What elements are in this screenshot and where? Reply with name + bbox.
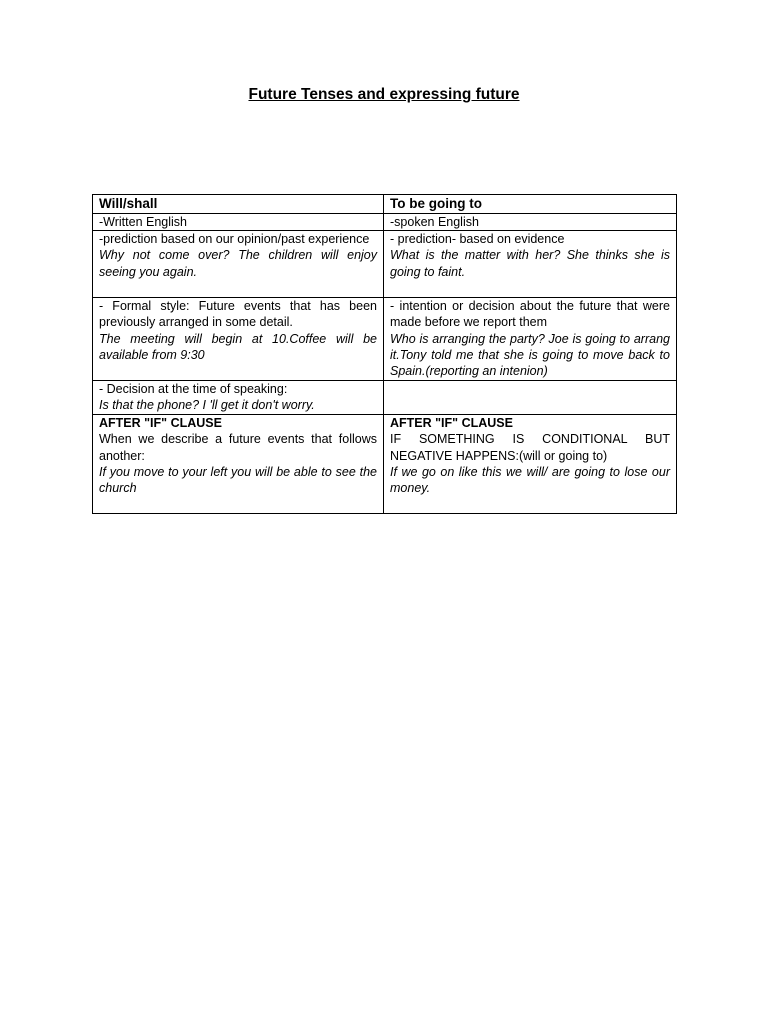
column-header-going-to: To be going to (384, 195, 677, 214)
cell-text: - Decision at the time of speaking: (99, 382, 288, 397)
table-row (93, 214, 677, 231)
cell-example: Who is arranging the party? Joe is going to arrang it.Tony told me that she is going to move back to Spain.(reporting an intenion) (390, 331, 670, 379)
table-row (93, 381, 677, 415)
cell-going-spoken-english (384, 214, 677, 231)
cell-will-formal-style (93, 298, 384, 381)
table-row (93, 231, 677, 298)
cell-will-if-clause (93, 415, 384, 514)
cell-example: Why not come over? The children will enjoy seeing you again. (99, 248, 377, 279)
table-row (93, 298, 677, 381)
cell-will-prediction (93, 231, 384, 298)
cell-example: If you move to your left you will be able to see the church (99, 464, 377, 496)
cell-text: -Written English (99, 215, 187, 229)
cell-example: If we go on like this we will/ are going to lose our money. (390, 464, 670, 496)
cell-example: The meeting will begin at 10.Coffee will be available from 9:30 (99, 331, 377, 362)
cell-going-intention (384, 298, 677, 381)
cell-text: -spoken English (390, 215, 479, 229)
cell-will-decision (93, 381, 384, 415)
cell-going-prediction (384, 231, 677, 298)
table-row (93, 415, 677, 514)
document-title: Future Tenses and expressing future (248, 86, 520, 103)
future-tenses-table (92, 194, 677, 514)
cell-example: What is the matter with her? She thinks she is going to faint. (390, 248, 670, 279)
cell-text: -prediction based on our opinion/past experience (99, 232, 370, 247)
cell-going-if-clause (384, 415, 677, 514)
cell-will-written-english (93, 214, 384, 231)
cell-heading: AFTER "IF" CLAUSE (99, 416, 222, 431)
cell-text: IF SOMETHING IS CONDITIONAL BUT NEGATIVE HAPPENS:(will or going to) (390, 432, 670, 463)
column-header-will-shall: Will/shall (93, 195, 384, 214)
cell-text: When we describe a future events that follows another: (99, 432, 377, 463)
cell-example: Is that the phone? I 'll get it don't worry. (99, 398, 315, 413)
cell-text: - Formal style: Future events that has been previously arranged in some detail. (99, 299, 377, 330)
cell-text: - intention or decision about the future that were made before we report them (390, 299, 670, 330)
cell-going-empty (384, 381, 677, 415)
cell-heading: AFTER "IF" CLAUSE (390, 416, 513, 431)
table-header-row (93, 195, 677, 214)
cell-text: - prediction- based on evidence (390, 232, 565, 247)
